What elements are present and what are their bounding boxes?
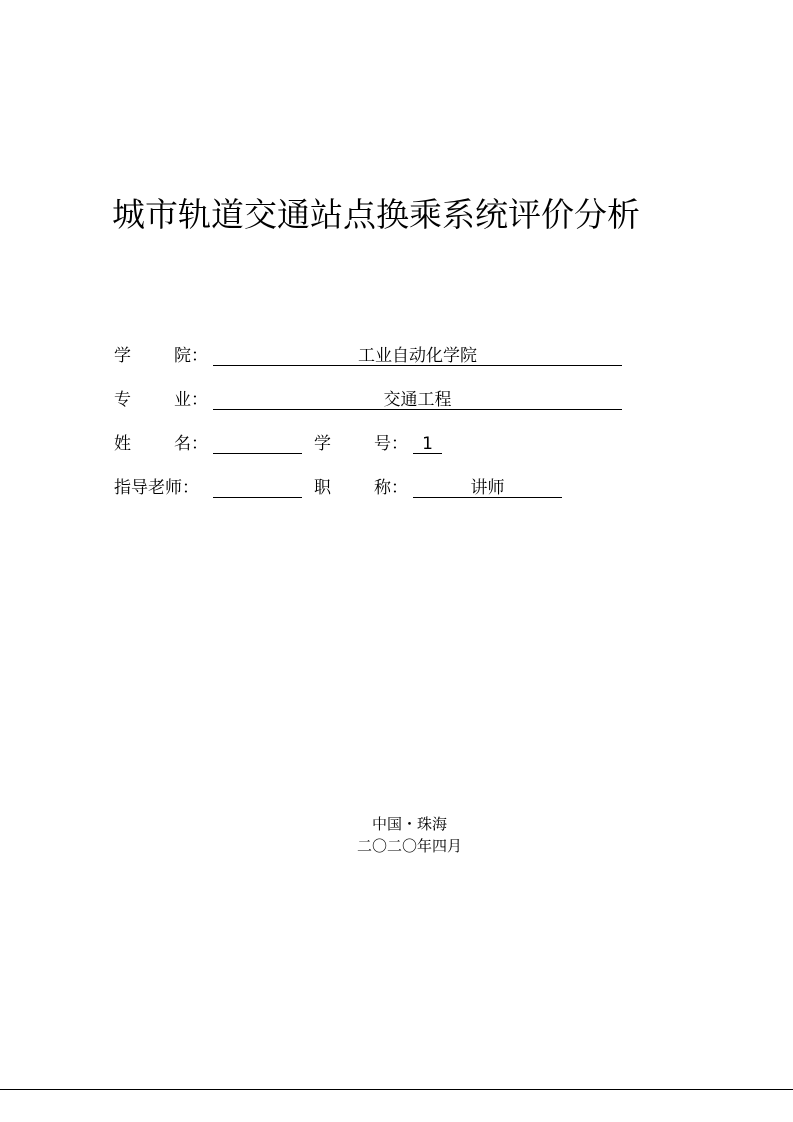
name-field xyxy=(213,431,302,454)
document-title: 城市轨道交通站点换乘系统评价分析 xyxy=(112,195,640,234)
name-id-row xyxy=(114,431,634,457)
college-field: 工业自动化学院 xyxy=(213,343,622,366)
footer-place: 中国・珠海 xyxy=(371,815,447,833)
student-id-label-part2: 号： xyxy=(374,434,408,454)
rank-label-part2: 称： xyxy=(374,478,408,498)
major-row xyxy=(114,387,634,413)
name-label-part1: 姓 xyxy=(114,434,131,454)
major-label-part1: 专 xyxy=(114,390,131,410)
major-field: 交通工程 xyxy=(213,387,622,410)
major-label-part2: 业： xyxy=(174,390,208,410)
advisor-rank-row xyxy=(114,475,634,501)
page-bottom-rule xyxy=(0,1089,793,1090)
student-id-label-part1: 学 xyxy=(314,434,331,454)
advisor-field xyxy=(213,475,302,498)
student-id-field: 1 xyxy=(413,431,442,454)
advisor-label: 指导老师： xyxy=(114,478,199,498)
college-label-part2: 院： xyxy=(174,346,208,366)
rank-field: 讲师 xyxy=(413,475,562,498)
college-label-part1: 学 xyxy=(114,346,131,366)
college-row xyxy=(114,343,634,369)
name-label-part2: 名： xyxy=(174,434,208,454)
rank-label-part1: 职 xyxy=(314,478,331,498)
footer-date: 二〇二〇年四月 xyxy=(356,837,462,855)
